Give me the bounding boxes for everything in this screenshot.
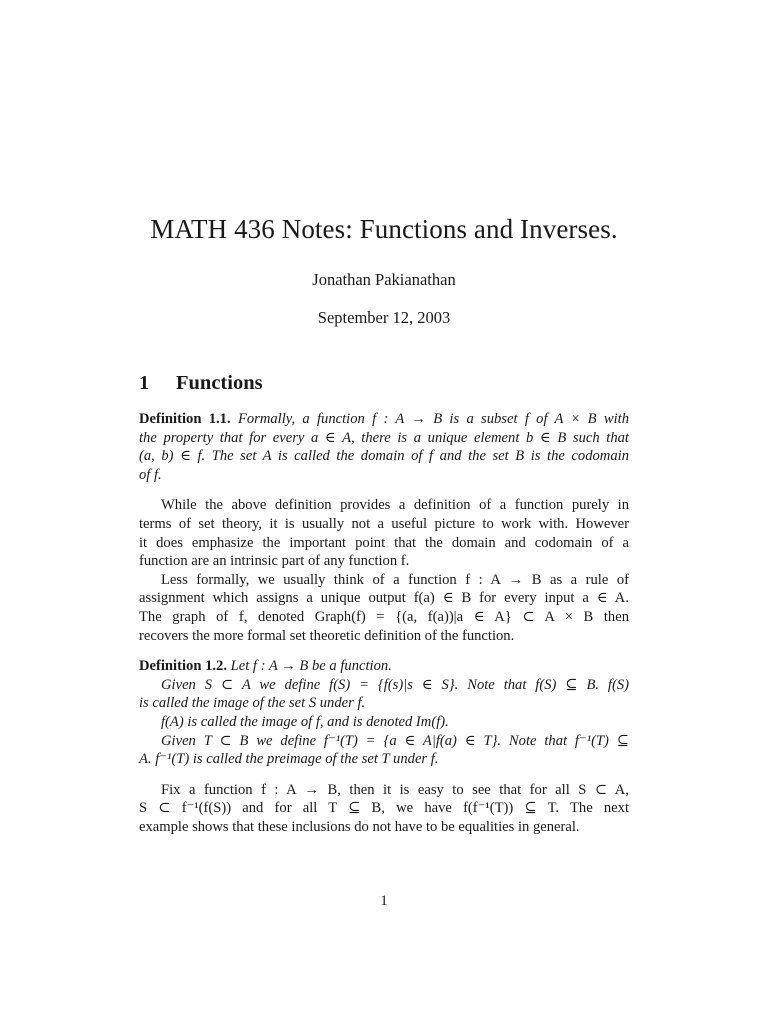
definition-label: Definition 1.1.	[139, 411, 231, 427]
paragraph-line: S ⊂ f⁻¹(f(S)) and for all T ⊆ B, we have f(f⁻¹(T)) ⊆ T. The next	[139, 800, 629, 817]
paragraph-line: terms of set theory, it is usually not a useful picture to work with. However	[139, 515, 629, 532]
paragraph-line: it does emphasize the important point that the domain and codomain of a	[139, 534, 629, 551]
definition-line	[139, 657, 629, 676]
definition-line: of f.	[139, 466, 162, 483]
definition-text: Formally, a function f : A → B is a subset f of A × B with	[237, 411, 630, 427]
paragraph-line: assignment which assigns a unique output f(a) ∈ B for every input a ∈ A.	[139, 590, 629, 607]
definition-line: the property that for every a ∈ A, there is a unique element b ∈ B such that	[139, 429, 629, 446]
definition-line: f(A) is called the image of f, and is denoted Im(f).	[161, 713, 449, 730]
section-body	[139, 410, 629, 836]
paragraph-line: Fix a function f : A → B, then it is easy to see that for all S ⊂ A,	[161, 781, 629, 798]
document-title: MATH 436 Notes: Functions and Inverses.	[150, 214, 618, 244]
definition-line: is called the image of the set S under f.	[139, 695, 366, 712]
paragraph-line: The graph of f, denoted Graph(f) = {(a, f(a))|a ∈ A} ⊂ A × B then	[139, 608, 629, 625]
definition-1-1	[139, 410, 629, 484]
document-date: September 12, 2003	[317, 308, 451, 327]
paragraph-line: Less formally, we usually think of a function f : A → B as a rule of	[161, 571, 629, 588]
definition-text: Let f : A → B be a function.	[230, 658, 392, 675]
section-heading	[139, 372, 263, 395]
document-author: Jonathan Pakianathan	[312, 270, 456, 289]
paragraph-1	[139, 496, 629, 570]
definition-label: Definition 1.2.	[139, 658, 227, 675]
paragraph-line: While the above definition provides a definition of a function purely in	[161, 497, 629, 514]
definition-line: A. f⁻¹(T) is called the preimage of the set T under f.	[139, 751, 439, 768]
definition-1-2	[139, 657, 629, 769]
paragraph-2	[139, 571, 629, 645]
section-number: 1	[139, 372, 150, 394]
paragraph-line: example shows that these inclusions do not have to be equalities in general.	[139, 818, 580, 835]
definition-line: Given T ⊂ B we define f⁻¹(T) = {a ∈ A|f(a) ∈ T}. Note that f⁻¹(T) ⊆	[161, 732, 629, 749]
section-title: Functions	[176, 372, 263, 394]
page-number: 1	[380, 893, 388, 909]
definition-line	[139, 410, 629, 429]
paragraph-line: recovers the more formal set theoretic definition of the function.	[139, 627, 515, 644]
paragraph-line: function are an intrinsic part of any function f.	[139, 553, 410, 570]
definition-line: Given S ⊂ A we define f(S) = {f(s)|s ∈ S}. Note that f(S) ⊆ B. f(S)	[161, 676, 629, 693]
paragraph-3	[139, 781, 629, 837]
definition-line: (a, b) ∈ f. The set A is called the domain of f and the set B is the codomain	[139, 448, 629, 465]
